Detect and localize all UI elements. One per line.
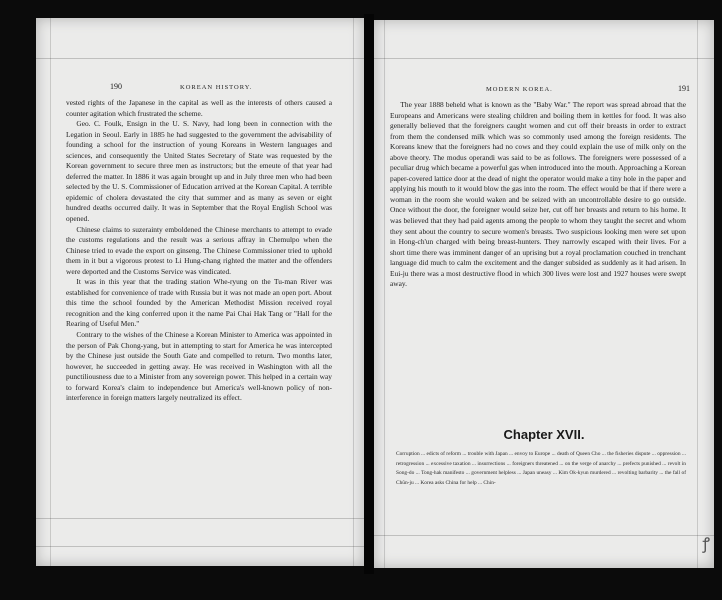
- page-number: 190: [110, 82, 122, 91]
- paragraph: It was in this year that the trading station Whe-ryung on the Tu-man River was established for convenience of trade with Russia but it was not made an open port. About this time the school founded by the American Methodist Mission received royal recognition and the king conferred upon it the name Pai Chai Hak Tang or "Hall for the Rearing of Useful Men.": [66, 277, 332, 329]
- chapter-summary-text: Corruption ... edicts of reform ... trouble with Japan ... envoy to Europe ... death of Queen Cho ... the fisheries dispute ... oppression ... retrogression ... excessive taxation ... insurrections ... foreigners threatened ... on the verge of anarchy ... prefects punished ... revolt in Song-do ... Tong-hak manifesto ... government helpless ... Japan uneasy ... Kim Ok-kyun murdered ... revolting barbarity ... the fall of Chŭn-ju ... Korea asks China for help ... Chin-: [396, 451, 686, 486]
- running-head: MODERN KOREA.: [486, 86, 553, 93]
- microfilm-line: [36, 518, 364, 519]
- microfilm-line: [36, 546, 364, 547]
- right-page: [374, 20, 714, 568]
- microfilm-line: [374, 535, 714, 536]
- book-gutter: [364, 14, 374, 574]
- microfilm-line: [50, 18, 51, 566]
- running-head: KOREAN HISTORY.: [180, 84, 253, 91]
- paragraph: Contrary to the wishes of the Chinese a Korean Minister to America was appointed in the person of Pak Chong-yang, but in attempting to start for America he was intercepted by the Chinese just outside the South Gate and compelled to return. Two months later, however, he succeeded in getting away. He was received in Washington with all the punctiliousness due to a Minister from any sovereign power. This helped in a certain way to forward Korea's claim to independence but America's well-known policy of non-interference in foreign matters largely neutralized its effect.: [66, 330, 332, 403]
- microfilm-line: [384, 20, 385, 568]
- microfilm-line: [36, 58, 364, 59]
- microfilm-line: [353, 18, 354, 566]
- paragraph: vested rights of the Japanese in the capital as well as the interests of others caused a counter agitation which frustrated the scheme.: [66, 98, 332, 118]
- left-page: [36, 18, 364, 566]
- chapter-summary: [396, 450, 686, 488]
- page-stain-mark: ꝭ: [702, 534, 710, 553]
- body-text: [390, 100, 686, 290]
- paragraph: Chinese claims to suzerainty emboldened the Chinese merchants to attempt to evade the customs regulations and the result was a serious affray in Chemulpo when the Chinese tried to evade the export on ginseng. The Chinese Commissioner tried to uphold them in it but a vigorous protest to Li Hung-chang righted the matter and the offenders were deported and the Customs Service was vindicated.: [66, 224, 332, 276]
- page-number: 191: [678, 84, 690, 93]
- microfilm-line: [697, 20, 698, 568]
- body-text: [66, 98, 332, 404]
- microfilm-line: [374, 58, 714, 59]
- chapter-title: Chapter XVII.: [503, 427, 585, 442]
- paragraph: Geo. C. Foulk, Ensign in the U. S. Navy, had long been in connection with the Legation in Seoul. Early in 1885 he had suggested to the government the advisability of founding a school for the instruction of young Koreans in Western languages and sciences, and consequently the United States Secretary of State was requested by the Korean government to secure three men as instructors; but the emeute of that year had deferred the matter. In 1886 it was again brought up and in July three men who had been selected by the U. S. Commissioner of Education arrived at the Korean Capital. A terrible epidemic of cholera devastated the city that summer and as many as seven or eight hundred deaths occurred daily. It was in September that the Royal English School was opened.: [66, 119, 332, 224]
- paragraph: The year 1888 beheld what is known as the "Baby War." The report was spread abroad that the Europeans and Americans were stealing children and boiling them in kettles for food. It was also generally believed that the foreigners caught women and cut off their breasts in order to extract from them the condensed milk which was so commonly used among the foreign residents. The Koreans knew that the foreigners had no cows and they could explain the use of milk only on the above theory. The modus operandi was said to be as follows. The foreigners were possessed of a peculiar drug which became a powerful gas when introduced into the mouth. Approaching a Korean paper-covered lattice door at the dead of night the operator would make a tiny hole in the paper and applying his mouth to it would blow the gas into the room. The effect would be that if there were a woman in the room she would waken and be seized with an uncontrollable desire to go outside. Once without the door, the foreigner would seize her, cut off her breasts and return to his home. It was believed that they had paid agents among the people to whom they taught the secret and whom they sent about the country to secure women's breasts. Two suspicious looking men were set upon in Hong-ch'un charged with being breast-hunters. They narrowly escaped with their lives. For a short time there was imminent danger of an uprising but a royal proclamation couched in trenchant language did much to calm the excitement and the danger subsided as suddenly as it had arisen. In Eui-ju there was a most destructive flood in which 300 lives were lost and 1927 houses were swept away.: [390, 100, 686, 289]
